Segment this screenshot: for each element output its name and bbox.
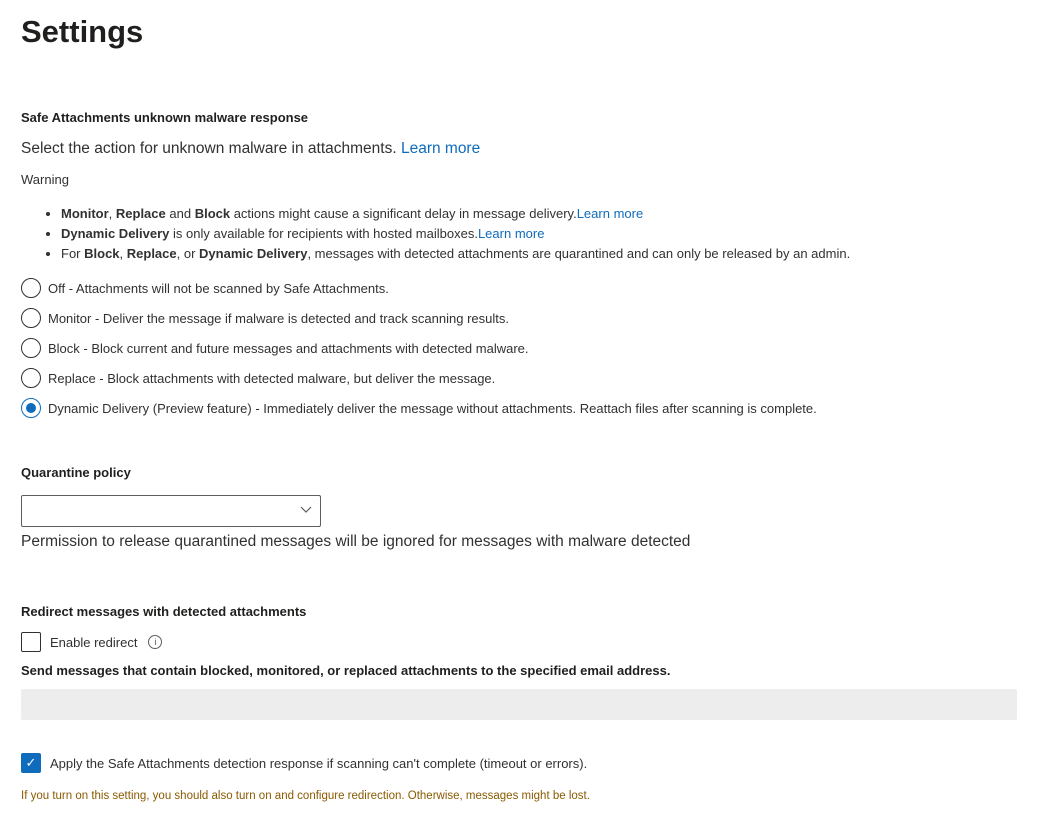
bold-text: Replace — [115, 206, 166, 221]
text: , — [108, 206, 116, 221]
text: and — [165, 206, 195, 221]
text: is only available for recipients with hosted mailboxes. — [169, 226, 478, 241]
checkbox-box[interactable] — [21, 632, 41, 652]
page-title: Settings — [21, 14, 144, 49]
radio-circle-selected[interactable] — [21, 398, 41, 418]
info-icon[interactable]: i — [148, 635, 162, 649]
apply-response-checkbox[interactable] — [21, 753, 587, 773]
redirect-address-input[interactable] — [21, 689, 1017, 720]
learn-more-link[interactable]: Learn more — [400, 140, 481, 157]
radio-circle[interactable] — [21, 278, 41, 298]
bold-text: Block — [194, 206, 231, 221]
bold-text: Block — [84, 246, 120, 261]
text: actions might cause a significant delay in message delivery. — [230, 206, 577, 221]
radio-monitor[interactable] — [21, 307, 509, 329]
radio-label: Dynamic Delivery (Preview feature) - Immediately deliver the message without attachments. Reattach files after scanning is complete. — [48, 400, 817, 416]
radio-label: Off - Attachments will not be scanned by Safe Attachments. — [48, 280, 389, 296]
warning-item — [61, 244, 850, 264]
radio-block[interactable] — [21, 337, 529, 359]
chevron-down-icon — [300, 506, 312, 514]
bold-text: Monitor — [61, 206, 109, 221]
learn-more-link[interactable]: Learn more — [477, 226, 545, 241]
radio-off[interactable] — [21, 277, 389, 299]
checkbox-label: Apply the Safe Attachments detection response if scanning can't complete (timeout or errors). — [50, 755, 588, 771]
learn-more-link[interactable]: Learn more — [576, 206, 644, 221]
radio-replace[interactable] — [21, 367, 495, 389]
malware-description — [21, 140, 480, 158]
warning-item — [61, 224, 850, 244]
warning-item — [61, 204, 850, 224]
warning-label: Warning — [21, 172, 69, 187]
checkbox-label: Enable redirect — [50, 634, 138, 650]
redirect-address-label: Send messages that contain blocked, monitored, or replaced attachments to the specified email address. — [21, 663, 671, 678]
warning-list — [40, 204, 850, 264]
text: , — [119, 246, 127, 261]
radio-label: Replace - Block attachments with detected malware, but deliver the message. — [48, 370, 496, 386]
redirect-heading: Redirect messages with detected attachments — [21, 604, 307, 619]
text: For — [61, 246, 85, 261]
enable-redirect-checkbox[interactable] — [21, 632, 162, 652]
quarantine-policy-dropdown[interactable] — [21, 495, 321, 527]
text: , messages with detected attachments are quarantined and can only be released by an admin. — [307, 246, 851, 261]
checkmark-icon[interactable]: ✓ — [21, 753, 41, 773]
bold-text: Dynamic Delivery — [61, 226, 170, 241]
apply-warning-text: If you turn on this setting, you should also turn on and configure redirection. Otherwise, messages might be lost. — [21, 790, 590, 802]
radio-label: Monitor - Deliver the message if malware is detected and track scanning results. — [48, 310, 509, 326]
quarantine-note: Permission to release quarantined messages will be ignored for messages with malware detected — [21, 533, 691, 550]
radio-circle[interactable] — [21, 338, 41, 358]
bold-text: Replace — [126, 246, 177, 261]
malware-section-heading: Safe Attachments unknown malware response — [21, 110, 309, 125]
radio-dynamic-delivery[interactable] — [21, 397, 817, 419]
quarantine-heading: Quarantine policy — [21, 465, 131, 480]
bold-text: Dynamic Delivery — [199, 246, 308, 261]
text: , or — [176, 246, 200, 261]
radio-label: Block - Block current and future messages and attachments with detected malware. — [48, 340, 529, 356]
radio-circle[interactable] — [21, 308, 41, 328]
description-text: Select the action for unknown malware in attachments. — [21, 140, 397, 157]
radio-circle[interactable] — [21, 368, 41, 388]
